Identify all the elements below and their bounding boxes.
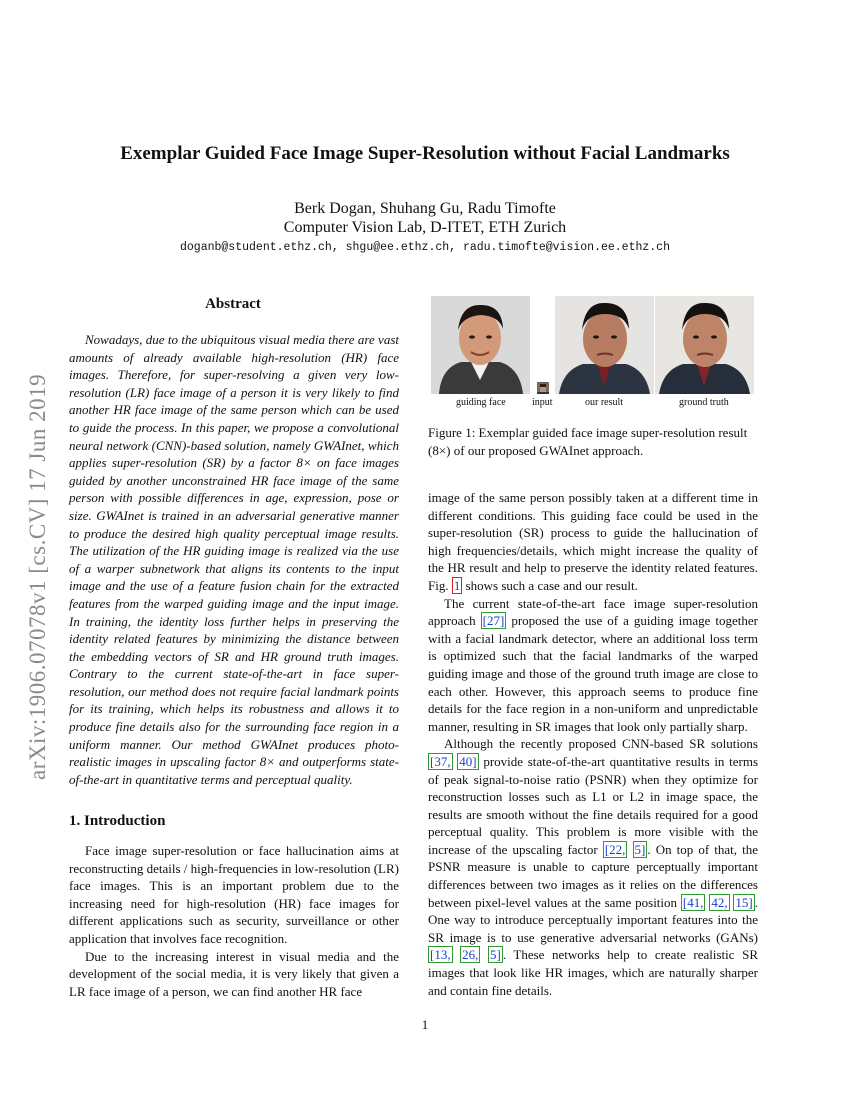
figure-reference-link[interactable]: 1 — [453, 577, 461, 593]
authors: Berk Dogan, Shuhang Gu, Radu Timofte — [294, 200, 556, 217]
author-block — [0, 199, 850, 237]
citation-link[interactable]: [22, — [604, 841, 626, 857]
arxiv-stamp — [25, 300, 55, 780]
our-result-image — [555, 296, 654, 394]
text-run: provide state-of-the-art quantitative results in terms of peak signal-to-noise ratio (PSNR) when they optimize for reconstruction losses such as L1 or L2 in image space, the results are smooth without the fine details required for a good perceptual quality. This problem is more visible with the increase of the upscaling factor — [428, 753, 758, 857]
result-face-illustration — [555, 296, 654, 394]
emails: doganb@student.ethz.ch, shgu@ee.ethz.ch, radu.timofte@vision.ee.ethz.ch — [180, 241, 670, 254]
text-run: The current state-of-the-art face image super-resolution approach — [428, 595, 758, 629]
figure-1-caption: Figure 1: Exemplar guided face image super-resolution result (8×) of our proposed GWAInet approach. — [428, 425, 748, 458]
citation-link[interactable]: [37, — [430, 753, 451, 769]
label-input: input — [532, 397, 553, 408]
affiliation: Computer Vision Lab, D-ITET, ETH Zurich — [283, 219, 567, 236]
label-our-result: our result — [585, 397, 624, 408]
text-run: image of the same person possibly taken at a different time in different conditions. This guiding face could be used in the super-resolution (SR) process to guide the hallucination of high frequencies/details, which might increase the quality of the HR result and help to preserve the identity related features. Fig. — [428, 490, 758, 593]
citation-link[interactable]: 5] — [489, 947, 501, 963]
text-run: shows such a case and our result. — [462, 577, 638, 593]
citation-link[interactable]: 5] — [634, 841, 646, 857]
citation-link[interactable]: [27] — [482, 613, 505, 629]
right-paragraph-3 — [428, 735, 758, 999]
right-column-body — [428, 489, 758, 999]
abstract-heading: Abstract — [205, 296, 261, 312]
right-paragraph-1 — [428, 489, 758, 595]
introduction-heading: 1. Introduction — [69, 813, 166, 829]
label-guiding-face: guiding face — [456, 397, 506, 408]
abstract-body — [69, 331, 399, 788]
input-lr-image — [537, 382, 549, 394]
text-run: . On top of that, the PSNR measure is unable to capture perceptually important differences between two images as it relies on the differences between pixel-level values at the same position — [428, 841, 758, 910]
input-face-illustration — [537, 383, 549, 394]
ground-truth-image — [655, 296, 754, 394]
label-ground-truth: ground truth — [679, 397, 729, 408]
intro-paragraph-2: Due to the increasing interest in visual media and the development of the social media, it is very likely that given a LR face image of a person, we can find another HR face — [69, 948, 399, 999]
arxiv-id[interactable]: arXiv:1906.07078v1 [cs.CV] 17 Jun 2019 — [25, 373, 50, 780]
guiding-face-image — [431, 296, 530, 394]
intro-paragraph-1: Face image super-resolution or face hallucination aims at reconstructing details / high-frequencies in low-resolution (LR) face images. This is an important problem due to the increasing need for high-resolution (HR) face images for different applications such as security, surveillance or other application that involves face recognition. — [69, 843, 399, 946]
introduction-body — [69, 842, 399, 1000]
citation-link[interactable]: 42, — [711, 894, 728, 910]
citation-link[interactable]: [13, — [430, 947, 451, 963]
text-run: . One way to introduce perceptually important features into the SR image is to use generative adversarial networks (GANs) — [428, 894, 758, 945]
citation-link[interactable]: 26, — [462, 947, 479, 963]
guiding-face-illustration — [431, 296, 530, 394]
text-run: Although the recently proposed CNN-based SR solutions — [444, 736, 758, 752]
ground-truth-face-illustration — [655, 296, 754, 394]
citation-link[interactable]: 40] — [459, 753, 477, 769]
right-paragraph-2 — [428, 595, 758, 736]
page-number: 1 — [421, 1017, 429, 1032]
text-run: . These networks help to create realistic SR images that look like HR images, which are naturally sharper and contain fine details. — [428, 947, 759, 998]
citation-link[interactable]: [41, — [682, 894, 704, 910]
citation-link[interactable]: 15] — [735, 894, 753, 910]
text-run: proposed the use of a guiding image together with a facial landmark detector, where an additional loss term is optimized such that the facial landmarks of the warped guiding image and those of the ground truth image are close to each other. However, this approach seems to produce fine details for the face region in a non-uniform and unpredictable manner, resulting in SR images that look only partially sharp. — [428, 613, 758, 734]
paper-title: Exemplar Guided Face Image Super-Resolution without Facial Landmarks — [120, 143, 730, 164]
figure-1 — [431, 296, 761, 416]
abstract-text: Nowadays, due to the ubiquitous visual media there are vast amounts of already available high-resolution (HR) face images. Therefore, for super-resolving a given very low-resolution (LR) face image of a person it is very likely to find another HR face image of the same person which can be used to guide the process. In this paper, we propose a convolutional neural network (CNN)-based solution, namely GWAInet, which applies super-resolution (SR) by a factor 8× on face images guided by another unconstrained HR face image of the same person with possible differences in age, expression, pose or size. GWAInet is trained in an adversarial generative manner to produce the desired high quality perceptual image results. The utilization of the HR guiding image is realized via the use of a warper subnetwork that aligns its contents to the input image and the use of a feature fusion chain for the extracted features from the warped guiding image and the input image. In training, the identity loss further helps in preserving the identity related features by minimizing the distance between the embedding vectors of SR and HR ground truth images. Contrary to the current state-of-the-art in face super-resolution, our method does not require facial landmark points for its training, which helps its robustness and allows it to produce fine details also for the surrounding face region in a uniform manner. Our method GWAInet produces photo-realistic images in upscaling factor 8× and outperforms state-of-the-art in quantitative terms and perceptual quality. — [69, 332, 399, 787]
